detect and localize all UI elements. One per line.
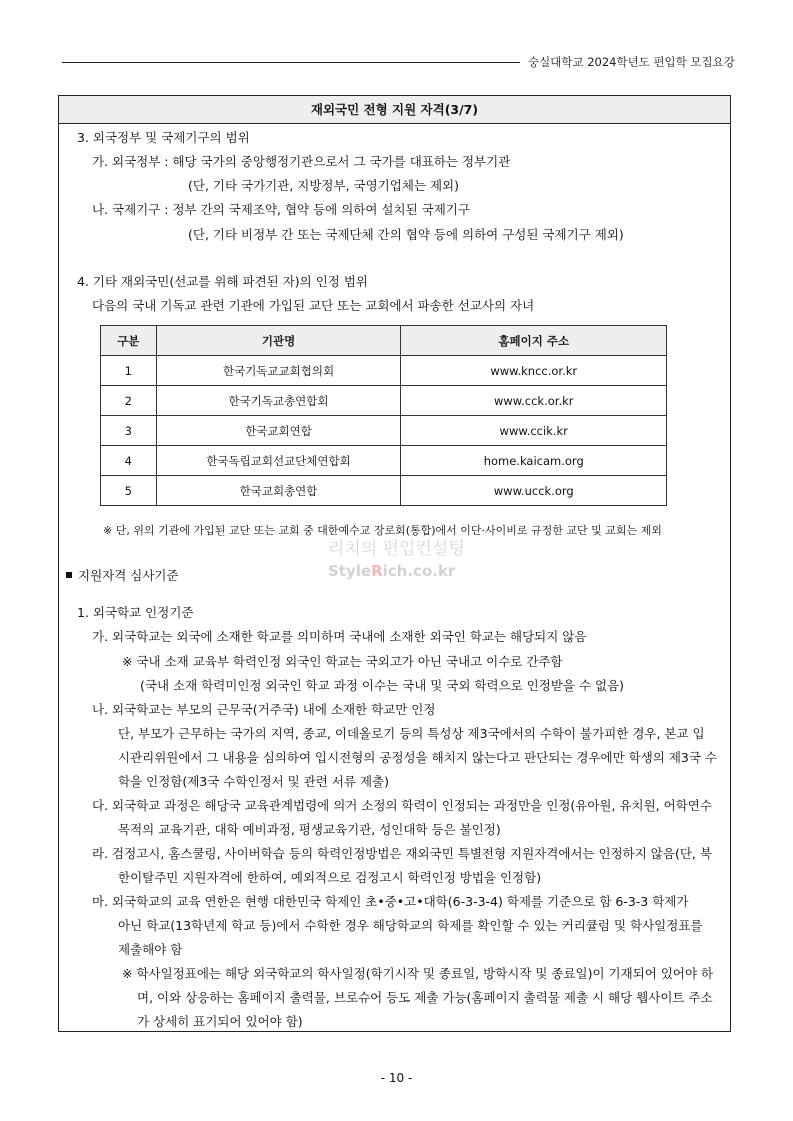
table-row	[101, 446, 667, 476]
watermark-korean: 리치의 편입컨설팅	[328, 539, 465, 559]
cell-org: 한국교회총연합	[156, 476, 401, 506]
sec3-heading: 3. 외국정부 및 국제기구의 범위	[77, 130, 250, 145]
cell-org: 한국기독교총연합회	[156, 386, 401, 416]
criteria-na-line1: 단, 부모가 근무하는 국가의 지역, 종교, 이데올로기 등의 특성상 제3국에서의 수학이 불가피한 경우, 본교 입	[118, 726, 705, 741]
table-row	[101, 416, 667, 446]
sec3-ga-note: (단, 기타 국가기관, 지방정부, 국영기업체는 제외)	[188, 178, 459, 193]
cell-url: www.ccik.kr	[401, 416, 667, 446]
criteria-na: 나. 외국학교는 부모의 근무국(거주국) 내에 소재한 학교만 인정	[92, 702, 436, 717]
cell-url: www.ucck.org	[401, 476, 667, 506]
criteria-ra-line1: 라. 검정고시, 홈스쿨링, 사이버학습 등의 학력인정방법은 재외국민 특별전형 지원자격에서는 인정하지 않음(단, 북	[92, 846, 712, 861]
cell-org: 한국독립교회선교단체연합회	[156, 446, 401, 476]
watermark-url-part3: ich.co.kr	[382, 562, 456, 580]
criteria-ma-note3: 가 상세히 표기되어 있어야 함)	[137, 1014, 303, 1029]
cell-org: 한국기독교교회협의회	[156, 356, 401, 386]
square-bullet-icon	[66, 572, 72, 578]
table-row	[101, 476, 667, 506]
criteria-heading: 지원자격 심사기준	[78, 568, 179, 583]
criteria-ma-note2: 며, 이와 상응하는 홈페이지 출력물, 브로슈어 등도 제출 가능(홈페이지 출력물 제출 시 해당 웹사이트 주소	[137, 990, 713, 1005]
criteria-heading-row	[66, 568, 179, 584]
criteria-da-line1: 다. 외국학교 과정은 해당국 교육관계법령에 의거 소정의 학력이 인정되는 과정만을 인정(유아원, 유치원, 어학연수	[92, 798, 712, 813]
criteria-ma-line3: 제출해야 함	[118, 942, 183, 957]
table-header-row	[101, 326, 667, 356]
table-row	[101, 386, 667, 416]
criteria-ma-line1: 마. 외국학교의 교육 연한은 현행 대한민국 학제인 초•중•고•대학(6-3-3-4) 학제를 기준으로 함 6-3-3 학제가	[92, 894, 689, 909]
sec3-ga: 가. 외국정부 : 해당 국가의 중앙행정기관으로서 그 국가를 대표하는 정부기관	[92, 154, 511, 169]
criteria-da-line2: 목적의 교육기관, 대학 예비과정, 평생교육기관, 성인대학 등은 불인정)	[118, 822, 501, 837]
table-row	[101, 356, 667, 386]
col-header-no: 구분	[101, 326, 157, 356]
sec3-na: 나. 국제기구 : 정부 간의 국제조약, 협약 등에 의하여 설치된 국제기구	[92, 202, 470, 217]
cell-org: 한국교회연합	[156, 416, 401, 446]
cell-url: www.cck.or.kr	[401, 386, 667, 416]
sec3-na-note: (단, 기타 비정부 간 또는 국제단체 간의 협약 등에 의하여 구성된 국제기구 제외)	[188, 227, 624, 242]
header-title: 숭실대학교 2024학년도 편입학 모집요강	[528, 55, 735, 69]
cell-no: 3	[101, 416, 157, 446]
watermark-url-part1: Style	[328, 562, 372, 580]
mission-org-table	[100, 325, 667, 506]
criteria-ga-note1: ※ 국내 소재 교육부 학력인정 외국인 학교는 국외고가 아닌 국내고 이수로 간주함	[122, 654, 563, 669]
page-number: - 10 -	[380, 1071, 413, 1085]
criteria-sub1: 1. 외국학교 인정기준	[77, 605, 194, 620]
criteria-ga-note2: (국내 소재 학력미인정 외국인 학교 과정 이수는 국내 및 국외 학력으로 인정받을 수 없음)	[140, 678, 625, 693]
cell-url: www.kncc.or.kr	[401, 356, 667, 386]
cell-url: home.kaicam.org	[401, 446, 667, 476]
criteria-ga: 가. 외국학교는 외국에 소재한 학교를 의미하며 국내에 소재한 외국인 학교는 해당되지 않음	[92, 629, 587, 644]
col-header-url: 홈페이지 주소	[401, 326, 667, 356]
sec4-heading: 4. 기타 재외국민(선교를 위해 파견된 자)의 인정 범위	[77, 274, 368, 289]
box-title: 재외국민 전형 지원 자격(3/7)	[59, 96, 730, 124]
cell-no: 5	[101, 476, 157, 506]
criteria-ra-line2: 한이탈주민 지원자격에 한하여, 예외적으로 검정고시 학력인정 방법을 인정함)	[118, 870, 542, 885]
criteria-na-line3: 학을 인정함(제3국 수학인정서 및 관련 서류 제출)	[118, 774, 389, 789]
criteria-ma-line2: 아닌 학교(13학년제 학교 등)에서 수학한 경우 해당학교의 학제를 확인할 수 있는 커리큘럼 및 학사일정표를	[118, 918, 703, 933]
table-note: ※ 단, 위의 기관에 가입된 교단 또는 교회 중 대한예수교 장로회(통합)에서 이단·사이비로 규정한 교단 및 교회는 제외	[103, 524, 662, 537]
cell-no: 2	[101, 386, 157, 416]
cell-no: 4	[101, 446, 157, 476]
criteria-ma-note1: ※ 학사일정표에는 해당 외국학교의 학사일정(학기시작 및 종료일, 방학시작 및 종료일)이 기재되어 있어야 하	[122, 966, 714, 981]
cell-no: 1	[101, 356, 157, 386]
header-rule	[62, 62, 520, 63]
watermark-url	[328, 562, 455, 580]
watermark-url-part2: R	[371, 562, 383, 580]
col-header-org: 기관명	[156, 326, 401, 356]
criteria-na-line2: 시관리위원에서 그 내용을 심의하여 입시전형의 공정성을 해치지 않는다고 판단되는 경우에만 학생의 제3국 수	[118, 750, 718, 765]
sec4-desc: 다음의 국내 기독교 관련 기관에 가입된 교단 또는 교회에서 파송한 선교사의 자녀	[92, 298, 535, 313]
